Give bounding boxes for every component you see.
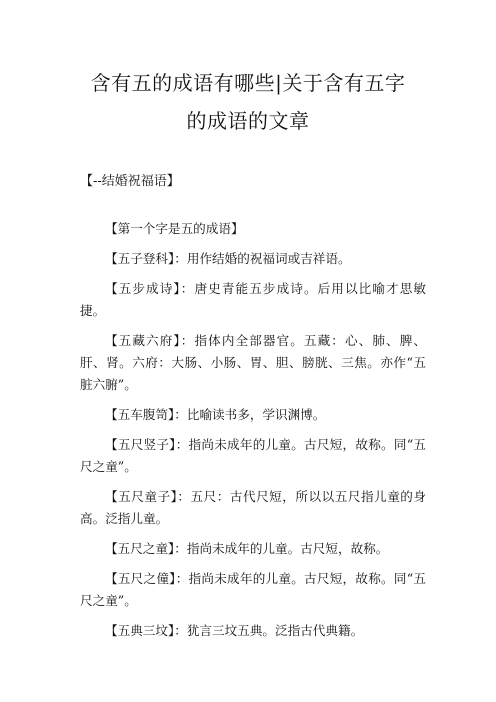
idiom-entry [80,486,426,530]
document-body [80,218,426,650]
idiom-entry [80,568,426,612]
idiom-term: 【五典三坟】 [105,623,175,638]
idiom-term: 【五车腹笥】 [105,407,175,422]
idiom-entry [80,248,426,270]
title-line-2: 的成语的文章 [186,109,310,133]
idiom-entry [80,620,426,642]
idiom-term: 【五尺竖子】 [105,437,176,452]
idiom-definition: ：五尺：古代尺短，所以以五尺指儿童的身高。泛指儿童。 [80,489,427,526]
idiom-definition: ：指尚未成年的儿童。古尺短，故称。 [174,541,389,556]
idiom-definition: ：指尚未成年的儿童。古尺短，故称。同“五尺之童”。 [80,437,426,474]
idiom-entry [80,538,426,560]
idiom-term: 【五尺之童】 [105,541,175,556]
idiom-entry [80,404,426,426]
idiom-term: 【五尺之僮】 [105,571,176,586]
idiom-definition: ：指尚未成年的儿童。古尺短，故称。同“五尺之童”。 [80,571,426,608]
idiom-term: 【五步成诗】 [105,281,181,296]
idiom-term: 【五藏六府】 [105,333,181,348]
idiom-definition: ：指体内全部器官。五藏：心、肺、脾、肝、肾。六府：大肠、小肠、胃、胆、膀胱、三焦。亦作“五脏六腑”。 [80,333,426,392]
idiom-definition: ：犹言三坟五典。泛指古代典籍。 [174,623,364,638]
idiom-entry [80,434,426,478]
section-label: 【--结婚祝福语】 [80,174,180,189]
subsection-heading: 【第一个字是五的成语】 [105,221,244,236]
idiom-term: 【五子登科】 [105,251,175,266]
idiom-definition: ：唐史青能五步成诗。后用以比喻才思敏捷。 [80,281,426,318]
idiom-entry [80,330,426,396]
idiom-term: 【五尺童子】 [105,489,178,504]
idiom-definition: ：比喻读书多，学识渊博。 [174,407,326,422]
title-line-1: 含有五的成语有哪些|关于含有五字 [90,71,406,95]
idiom-entry [80,278,426,322]
document-title [60,64,436,140]
idiom-definition: ：用作结婚的祝福词或吉祥语。 [174,251,351,266]
